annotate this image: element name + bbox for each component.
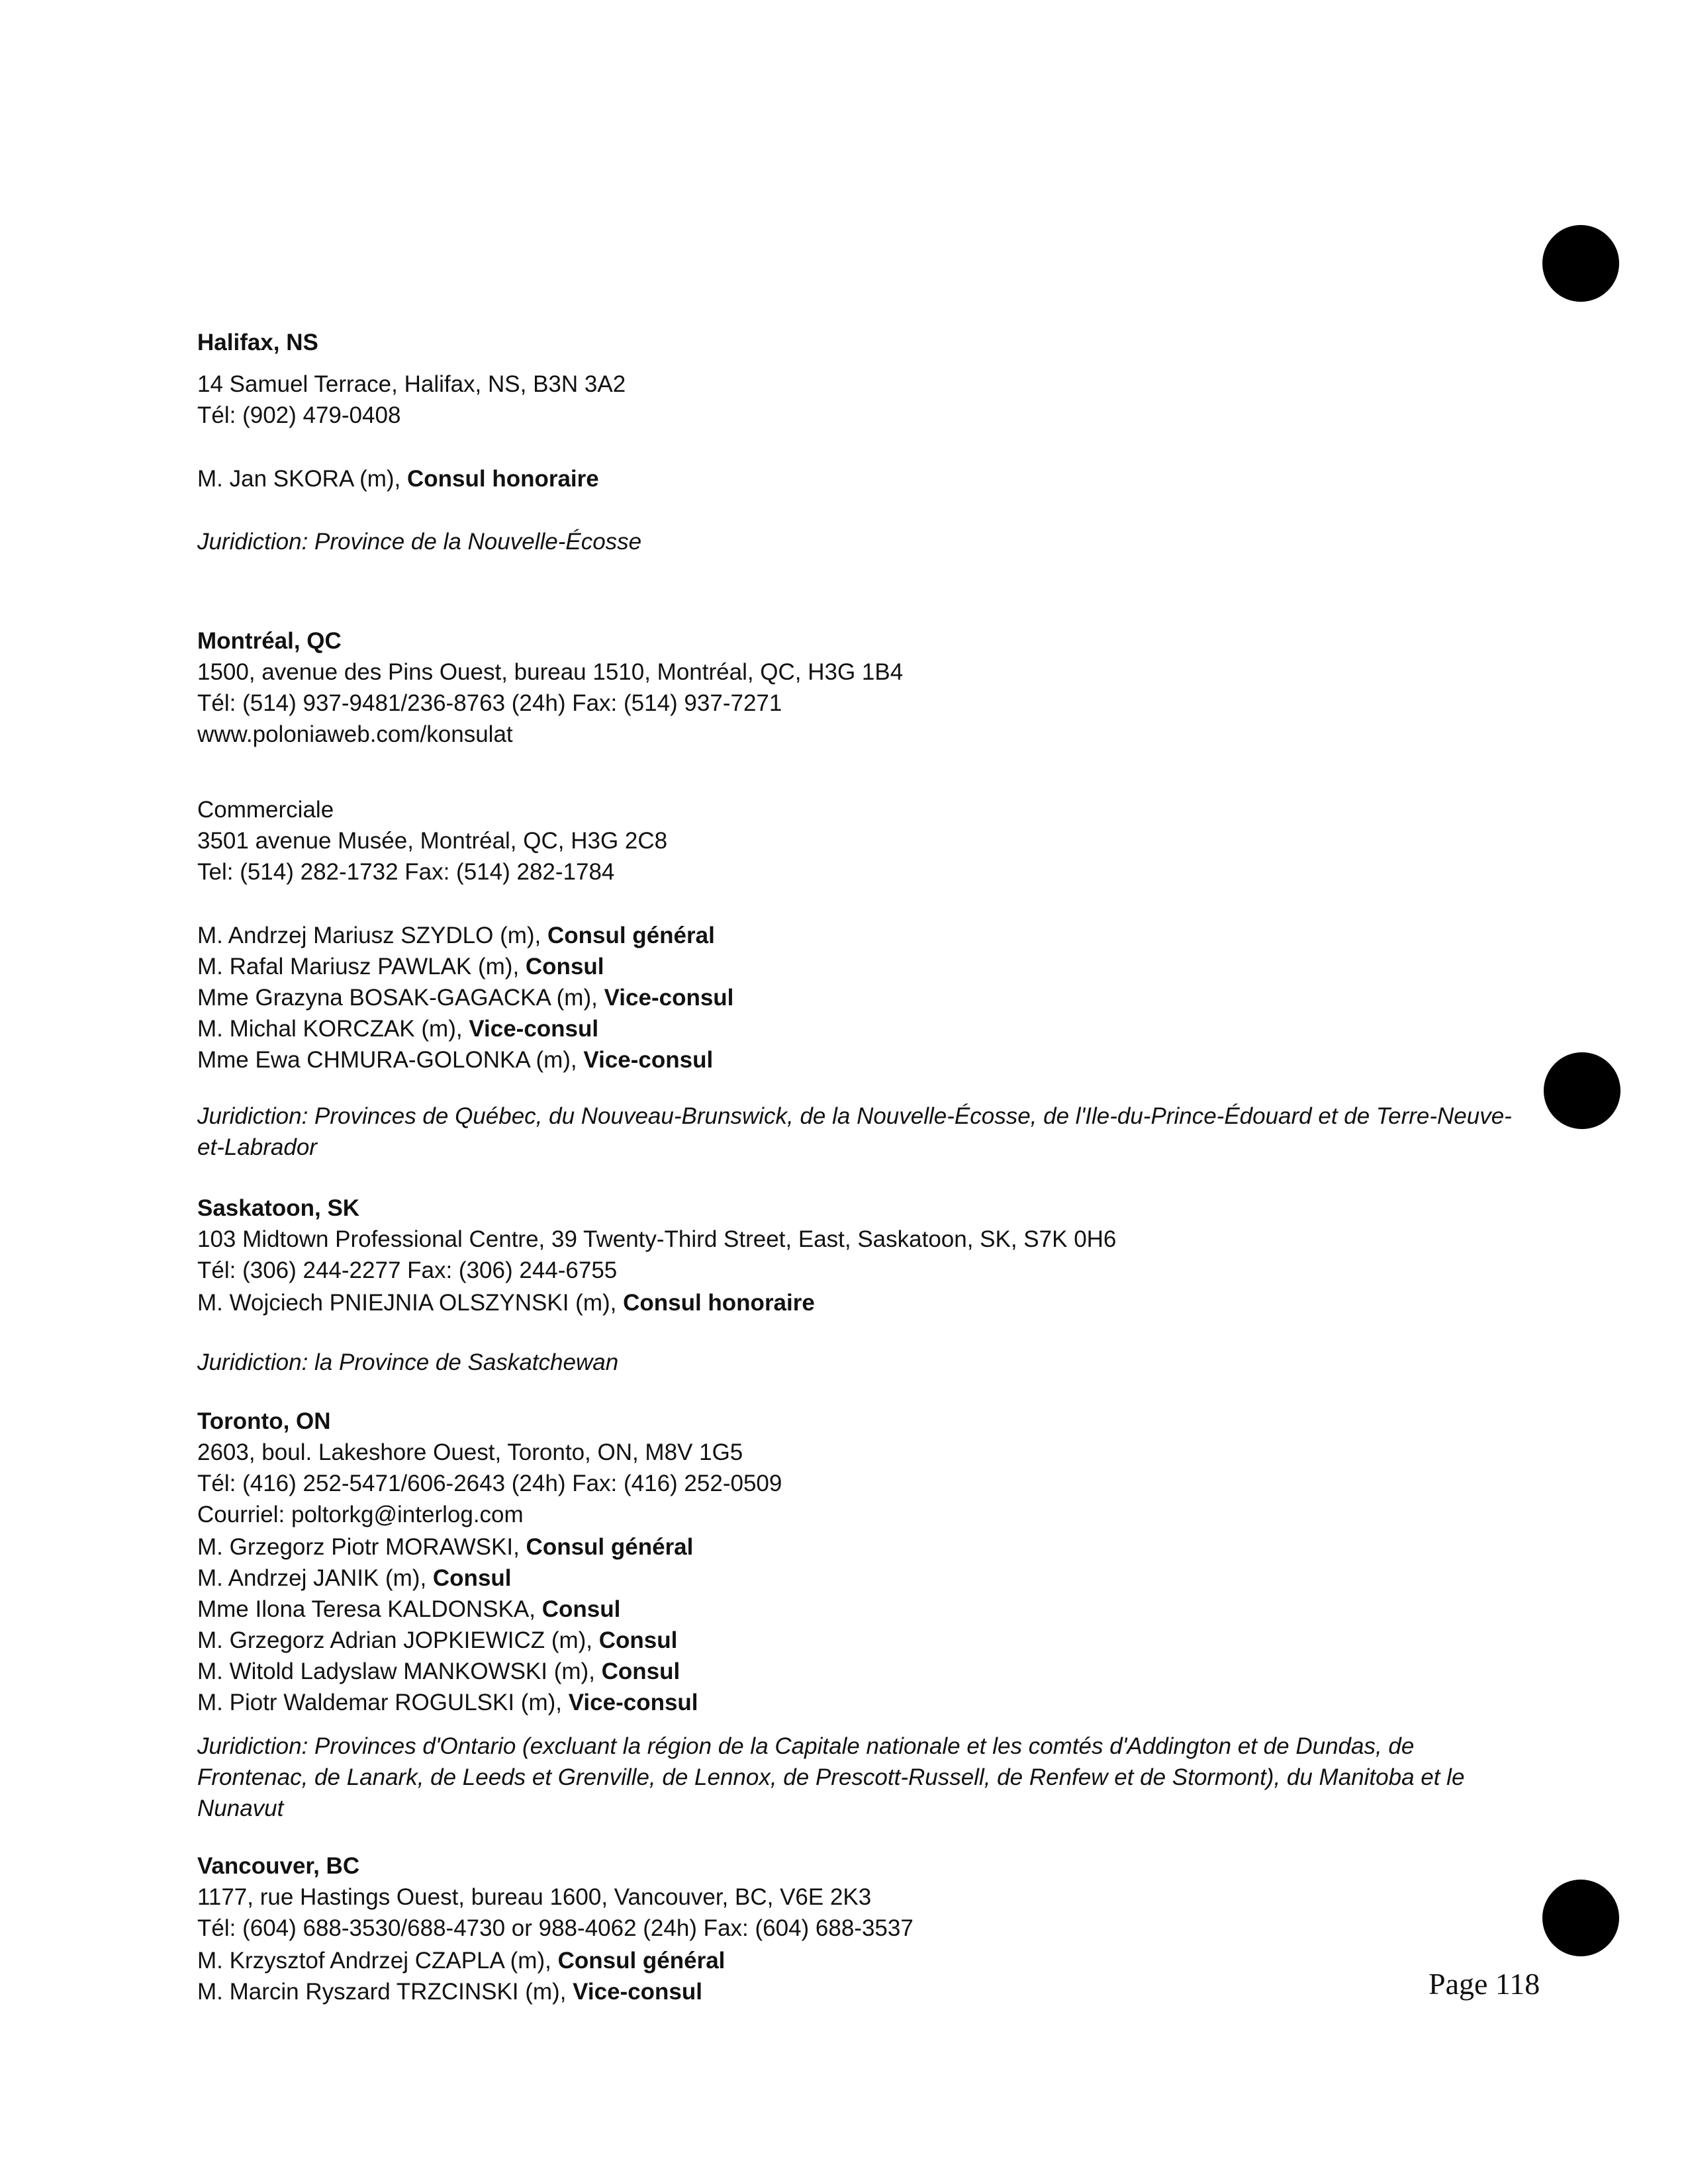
staff-title: Consul [432, 1565, 512, 1591]
staff-title: Consul [525, 954, 604, 979]
staff-entry [197, 1976, 1521, 2007]
staff-title: Vice-consul [583, 1047, 714, 1073]
staff-entry [197, 982, 1521, 1013]
halifax-jurisdiction [197, 526, 1521, 557]
address-line: 103 Midtown Professional Centre, 39 Twenty-Third Street, East, Saskatoon, SK, S7K 0H6 [197, 1226, 1117, 1252]
punch-hole-bottom [1542, 1880, 1619, 1956]
staff-title: Consul général [557, 1948, 726, 1974]
city-heading: Vancouver, BC [197, 1853, 360, 1879]
staff-title: Consul [541, 1596, 621, 1622]
staff-entry [197, 463, 1521, 494]
staff-title: Consul [601, 1659, 680, 1684]
commercial-label: Commerciale [197, 797, 334, 823]
address-line: 1500, avenue des Pins Ouest, bureau 1510, Montréal, QC, H3G 1B4 [197, 659, 904, 685]
section-halifax [197, 327, 1521, 358]
staff-name: M. Andrzej Mariusz SZYDLO (m), [197, 923, 547, 948]
website-link[interactable]: www.poloniaweb.com/konsulat [197, 721, 513, 747]
staff-entry [197, 1625, 1521, 1656]
staff-name: Mme Grazyna BOSAK-GAGACKA (m), [197, 985, 604, 1011]
staff-name: Mme Ewa CHMURA-GOLONKA (m), [197, 1047, 584, 1073]
staff-title: Vice-consul [573, 1979, 702, 2005]
staff-title: Consul général [526, 1534, 694, 1560]
jurisdiction-text: Juridiction: Province de la Nouvelle-Écosse [197, 529, 642, 555]
city-heading: Montréal, QC [197, 628, 342, 654]
section-vancouver [197, 1850, 1521, 2007]
section-montreal [197, 625, 1521, 750]
email-link[interactable]: Courriel: poltorkg@interlog.com [197, 1502, 524, 1527]
staff-title: Vice-consul [568, 1690, 698, 1715]
phone-line: Tél: (416) 252-5471/606-2643 (24h) Fax: (416) 252-0509 [197, 1471, 782, 1496]
staff-entry [197, 920, 1521, 951]
phone-line: Tél: (514) 937-9481/236-8763 (24h) Fax: (514) 937-7271 [197, 690, 782, 716]
halifax-staff [197, 463, 1521, 494]
staff-name: Mme Ilona Teresa KALDONSKA, [197, 1596, 542, 1622]
address-line: 14 Samuel Terrace, Halifax, NS, B3N 3A2 [197, 371, 626, 397]
city-heading: Saskatoon, SK [197, 1195, 360, 1221]
staff-entry [197, 1656, 1521, 1687]
section-saskatoon [197, 1193, 1521, 1318]
staff-name: M. Marcin Ryszard TRZCINSKI (m), [197, 1979, 573, 2005]
staff-name: M. Wojciech PNIEJNIA OLSZYNSKI (m), [197, 1290, 624, 1316]
staff-title: Consul [598, 1627, 678, 1653]
staff-entry [197, 1594, 1521, 1625]
montreal-staff [197, 920, 1521, 1075]
staff-name: M. Michal KORCZAK (m), [197, 1016, 469, 1042]
jurisdiction-text: Juridiction: Provinces de Québec, du Nouveau-Brunswick, de la Nouvelle-Écosse, de l'Ile-du-Prince-Édouard et de Terre-Neuve-et-Labrador [197, 1103, 1512, 1160]
montreal-jurisdiction [197, 1101, 1515, 1163]
staff-entry [197, 1563, 1521, 1594]
punch-hole-top [1542, 225, 1619, 302]
staff-entry [197, 1044, 1521, 1075]
jurisdiction-text: Juridiction: Provinces d'Ontario (excluant la région de la Capitale nationale et les comtés d'Addington et de Dundas, de Frontenac, de Lanark, de Leeds et Grenville, de Lennox, de Prescott-Russell, de Renfew et de Stormont), du Manitoba et le Nunavut [197, 1733, 1465, 1821]
punch-hole-middle [1544, 1052, 1620, 1129]
staff-entry [197, 1287, 1521, 1318]
commercial-phone: Tel: (514) 282-1732 Fax: (514) 282-1784 [197, 859, 615, 885]
staff-title: Vice-consul [469, 1016, 599, 1042]
phone-line: Tél: (306) 244-2277 Fax: (306) 244-6755 [197, 1257, 618, 1283]
staff-entry [197, 1945, 1521, 1976]
city-heading: Halifax, NS [197, 330, 318, 355]
staff-entry [197, 951, 1521, 982]
phone-line: Tél: (604) 688-3530/688-4730 or 988-4062 (24h) Fax: (604) 688-3537 [197, 1915, 914, 1941]
staff-name: M. Krzysztof Andrzej CZAPLA (m), [197, 1948, 558, 1974]
city-heading: Toronto, ON [197, 1408, 331, 1434]
staff-name: M. Witold Ladyslaw MANKOWSKI (m), [197, 1659, 602, 1684]
page-number: Page 118 [1429, 1967, 1540, 2001]
commercial-address: 3501 avenue Musée, Montréal, QC, H3G 2C8 [197, 828, 668, 854]
phone-line: Tél: (902) 479-0408 [197, 402, 401, 428]
section-toronto [197, 1406, 1521, 1718]
staff-name: M. Rafal Mariusz PAWLAK (m), [197, 954, 526, 979]
staff-entry [197, 1013, 1521, 1044]
staff-name: M. Grzegorz Piotr MORAWSKI, [197, 1534, 526, 1560]
address-line: 2603, boul. Lakeshore Ouest, Toronto, ON, M8V 1G5 [197, 1439, 743, 1465]
staff-title: Vice-consul [604, 985, 734, 1011]
staff-name: M. Andrzej JANIK (m), [197, 1565, 433, 1591]
staff-entry [197, 1531, 1521, 1563]
staff-name: M. Grzegorz Adrian JOPKIEWICZ (m), [197, 1627, 599, 1653]
saskatoon-jurisdiction [197, 1347, 1521, 1378]
jurisdiction-text: Juridiction: la Province de Saskatchewan [197, 1349, 619, 1375]
toronto-jurisdiction [197, 1731, 1521, 1824]
montreal-commercial [197, 794, 1521, 887]
staff-entry [197, 1687, 1521, 1718]
staff-name: M. Piotr Waldemar ROGULSKI (m), [197, 1690, 569, 1715]
staff-name: M. Jan SKORA (m), [197, 466, 407, 492]
staff-title: Consul général [547, 923, 715, 948]
staff-title: Consul honoraire [407, 466, 599, 492]
staff-title: Consul honoraire [623, 1290, 815, 1316]
halifax-address [197, 369, 1521, 431]
address-line: 1177, rue Hastings Ouest, bureau 1600, Vancouver, BC, V6E 2K3 [197, 1884, 872, 1910]
